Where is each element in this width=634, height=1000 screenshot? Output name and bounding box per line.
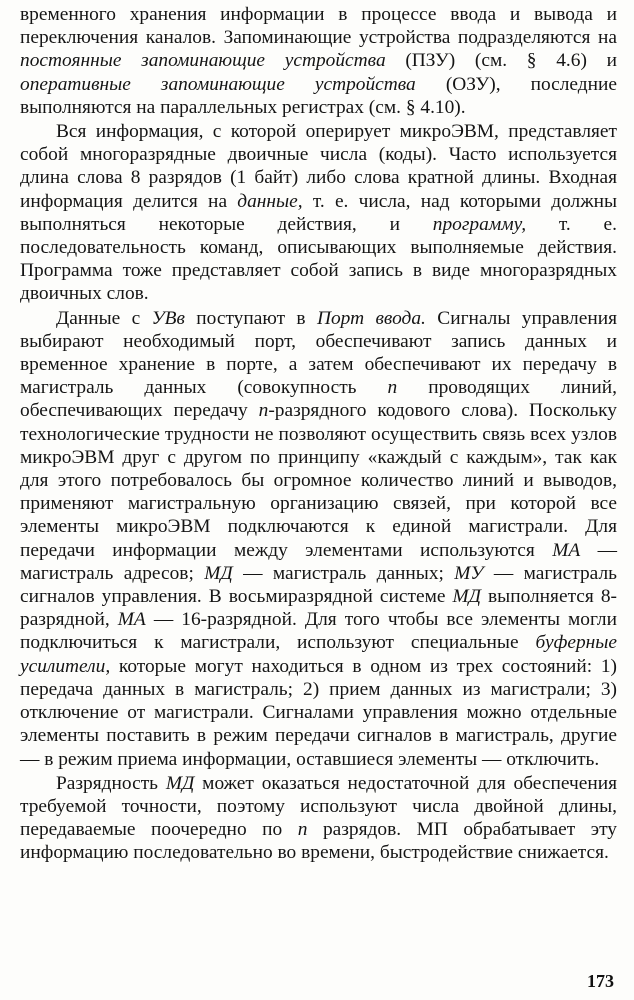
italic-term: МА: [117, 609, 146, 631]
text-run: Данные с: [56, 307, 152, 329]
text-run: Вся информация, с которой оперирует микроЭВМ, представляет собой многоразрядные двоичные числа (коды). Часто используется длина слова 8 разрядов (1 байт) либо слова кратной длины. Входная информация делится на: [20, 121, 617, 212]
italic-term: n: [387, 377, 398, 399]
text-run: которые могут находиться в одном из трех состояний: 1) передача данных в магистраль; 2) прием данных из магистрали; 3) отключение от магистрали. Сигналами управления можно отдельные элементы поставить в режим передачи сигналов в магистраль, другие — в режим приема информации, оставшиеся элементы — отключить.: [20, 655, 617, 770]
italic-term: программу,: [432, 213, 527, 235]
text-run: — магистраль данных;: [232, 562, 455, 584]
paragraph: [20, 120, 617, 306]
text-run: — магистраль сигналов управления. В восьмиразрядной системе: [20, 562, 617, 608]
italic-term: постоянные запоминающие устройства: [20, 50, 386, 72]
italic-term: УВв: [151, 307, 185, 329]
text-run: временного хранения информации в процессе ввода и вывода и переключения каналов. Запоминающие устройства подразделяются на: [20, 4, 617, 49]
text-run: проводящих линий, обеспечивающих передачу: [20, 377, 617, 422]
text-run: разрядов. МП обрабатывает эту информацию последовательно во времени, быстродействие снижается.: [20, 819, 618, 864]
italic-term: МУ: [454, 562, 484, 584]
text-run: поступают в: [184, 307, 317, 329]
italic-term: МА: [552, 539, 581, 561]
italic-term: МД: [165, 772, 195, 794]
italic-term: МД: [204, 562, 233, 584]
italic-term: оперативные запоминающие устройства: [20, 73, 416, 95]
italic-term: МД: [452, 586, 481, 608]
text-run: (ОЗУ), последние выполняются на параллельных регистрах (см. § 4.10).: [20, 73, 617, 118]
italic-term: n: [258, 400, 269, 422]
text-run: (ПЗУ) (см. § 4.6) и: [385, 50, 617, 72]
paragraph: [20, 772, 617, 865]
text-run: Сигналы управления выбирают необходимый порт, обеспечивают запись данных и временное хранение в порте, а затем обеспечивают их передачу в магистраль данных (совокупность: [20, 307, 617, 399]
body-text: [20, 3, 617, 865]
italic-term: данные,: [237, 190, 303, 212]
text-run: т. е. числа, над которыми должны выполняться некоторые действия, и: [20, 190, 617, 235]
page-number: 173: [587, 971, 614, 991]
italic-term: n: [297, 819, 308, 841]
text-run: выполняется 8-разрядной,: [20, 586, 617, 631]
text-run: может оказаться недостаточной для обеспечения требуемой точности, поэтому используют числа двойной длины, передаваемые поочередно по: [20, 772, 618, 841]
paragraph: [20, 3, 617, 119]
text-run: Разрядность: [56, 772, 166, 794]
text-run: т. е. последовательность команд, описывающих выполняемые действия. Программа тоже представляет собой запись в виде многоразрядных двоичных слов.: [20, 213, 618, 305]
text-run: — магистраль адресов;: [20, 539, 617, 584]
italic-term: Порт ввода.: [316, 307, 426, 329]
italic-term: буферные усилители,: [20, 632, 617, 677]
paragraph: [20, 307, 617, 771]
text-run: — 16-разрядной. Для того чтобы все элементы могли подключиться к магистрали, используют специальные: [20, 609, 617, 654]
text-run: -разрядного кодового слова). Поскольку технологические трудности не позволяют осуществить связь всех узлов микроЭВМ друг с другом по принципу «каждый с каждым», так как для этого потребовалось бы огромное количество линий и выводов, применяют магистральную организацию связей, при которой все элементы микроЭВМ подключаются к единой магистрали. Для передачи информации между элементами используются: [20, 400, 617, 561]
